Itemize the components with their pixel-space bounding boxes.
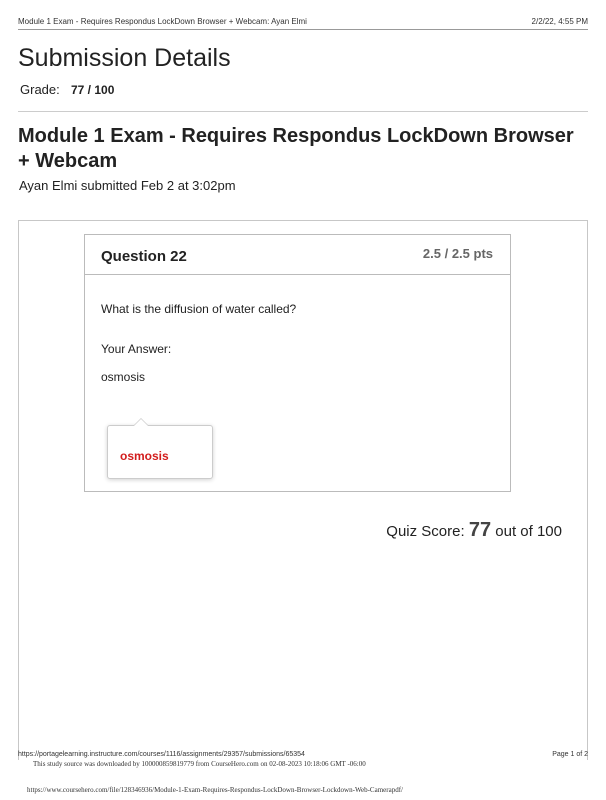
question-text: What is the diffusion of water called?	[101, 302, 297, 316]
question-title: Question 22	[101, 248, 187, 265]
submitted-text: Ayan Elmi submitted Feb 2 at 3:02pm	[19, 178, 236, 193]
answer-label: Your Answer:	[101, 342, 172, 356]
print-header-title: Module 1 Exam - Requires Respondus LockDown Browser + Webcam: Ayan Elmi	[18, 17, 307, 26]
correct-answer-text: osmosis	[120, 449, 169, 463]
quiz-score-value: 77	[468, 519, 492, 541]
question-card	[84, 234, 511, 492]
grade-row	[20, 82, 115, 97]
footer-page-number: Page 1 of 2	[552, 751, 588, 758]
correct-answer-bubble	[107, 425, 213, 479]
answer-value: osmosis	[101, 370, 146, 384]
grade-value: 77 / 100	[71, 83, 115, 97]
quiz-score-prefix: Quiz Score:	[386, 523, 465, 540]
source-note: This study source was downloaded by 100000859819779 from CourseHero.com on 02-08-2023 10:18:06 GMT -06:00	[33, 760, 366, 768]
grade-label: Grade:	[20, 82, 60, 97]
question-points: 2.5 / 2.5 pts	[422, 246, 493, 261]
quiz-score	[386, 519, 562, 542]
quiz-score-suffix: out of 100	[495, 523, 562, 540]
exam-title: Module 1 Exam - Requires Respondus LockDown Browser + Webcam	[18, 125, 574, 172]
print-header	[18, 14, 588, 30]
divider	[18, 111, 588, 112]
question-header	[85, 235, 510, 275]
footer-url: https://portagelearning.instructure.com/courses/1116/assignments/29357/submissions/65354	[18, 751, 305, 758]
page-title: Submission Details	[18, 44, 231, 72]
bottom-url: https://www.coursehero.com/file/128346936/Module-1-Exam-Requires-Respondus-LockDown-Browser-Lockdown-Web-Camerapdf/	[27, 786, 403, 794]
print-header-datetime: 2/2/22, 4:55 PM	[531, 17, 588, 26]
